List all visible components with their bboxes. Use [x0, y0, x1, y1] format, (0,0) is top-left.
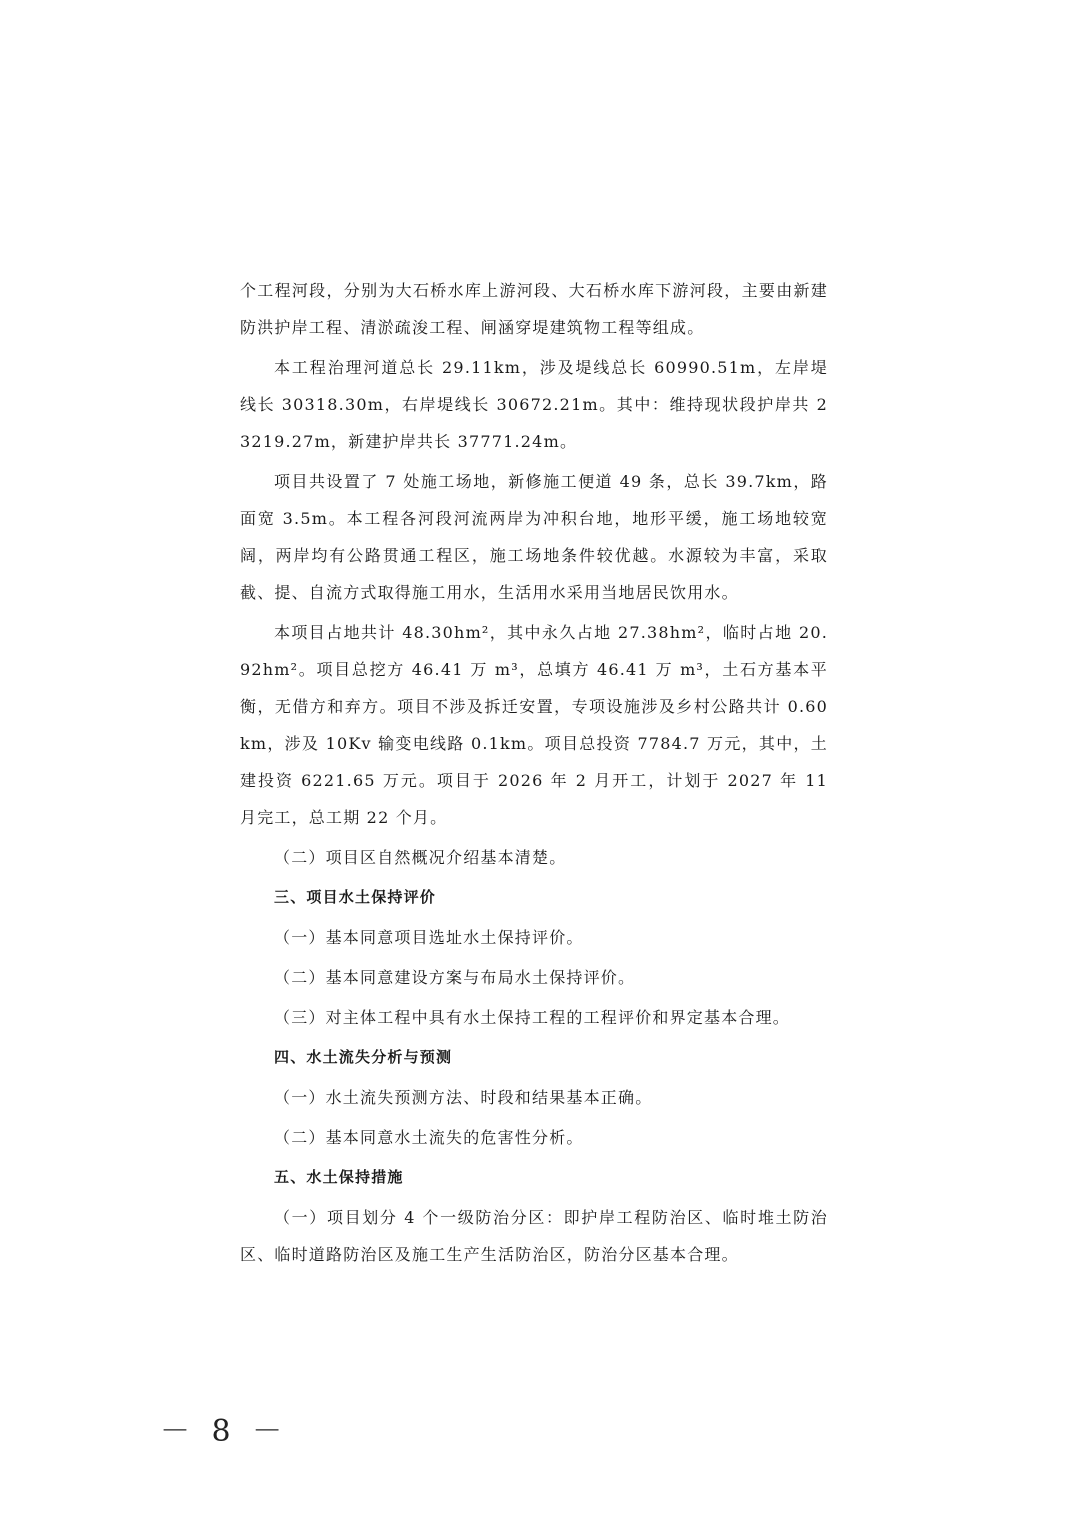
- paragraph-prediction-method: （一）水土流失预测方法、时段和结果基本正确。: [274, 1088, 653, 1107]
- page-number: － 8 －: [160, 1414, 289, 1449]
- paragraph-hazard-analysis: （二）基本同意水土流失的危害性分析。: [274, 1128, 584, 1147]
- paragraph-land-and-investment: 本项目占地共计 48.30hm²，其中永久占地 27.38hm²，临时占地 20.92hm²。项目总挖方 46.41 万 m³，总填方 46.41 万 m³，土石方基本平衡，无借方和弃方。项目不涉及拆迁安置，专项设施涉及乡村公路共计 0.60km，涉及 10Kv 输变电线路 0.1km。项目总投资 7784.7 万元，其中，土建投资 6221.65 万元。项目于 2026 年 2 月开工，计划于 2027 年 11 月完工，总工期 22 个月。: [240, 623, 828, 827]
- paragraph-continuation: 个工程河段，分别为大石桥水库上游河段、大石桥水库下游河段，主要由新建防洪护岸工程、清淤疏浚工程、闸涵穿堤建筑物工程等组成。: [240, 281, 828, 337]
- section-heading-measures: 五、水土保持措施: [274, 1168, 404, 1186]
- paragraph-construction-sites: 项目共设置了 7 处施工场地，新修施工便道 49 条，总长 39.7km，路面宽 3.5m。本工程各河段河流两岸为冲积台地，地形平缓，施工场地较宽阔，两岸均有公路贯通工程区，施工场地条件较优越。水源较为丰富，采取截、提、自流方式取得施工用水，生活用水采用当地居民饮用水。: [240, 472, 828, 602]
- section-heading-evaluation: 三、项目水土保持评价: [274, 888, 437, 906]
- paragraph-river-length: 本工程治理河道总长 29.11km，涉及堤线总长 60990.51m，左岸堤线长 30318.30m，右岸堤线长 30672.21m。其中：维持现状段护岸共 23219.27m，新建护岸共长 37771.24m。: [240, 358, 828, 451]
- section-heading-erosion-analysis: 四、水土流失分析与预测: [274, 1048, 453, 1066]
- paragraph-main-engineering-evaluation: （三）对主体工程中具有水土保持工程的工程评价和界定基本合理。: [274, 1008, 791, 1027]
- document-body: [240, 272, 828, 1276]
- paragraph-natural-overview: （二）项目区自然概况介绍基本清楚。: [274, 848, 567, 867]
- paragraph-layout-evaluation: （二）基本同意建设方案与布局水土保持评价。: [274, 968, 636, 987]
- paragraph-site-evaluation: （一）基本同意项目选址水土保持评价。: [274, 928, 584, 947]
- paragraph-prevention-zones: （一）项目划分 4 个一级防治分区：即护岸工程防治区、临时堆土防治区、临时道路防治区及施工生产生活防治区，防治分区基本合理。: [240, 1208, 828, 1264]
